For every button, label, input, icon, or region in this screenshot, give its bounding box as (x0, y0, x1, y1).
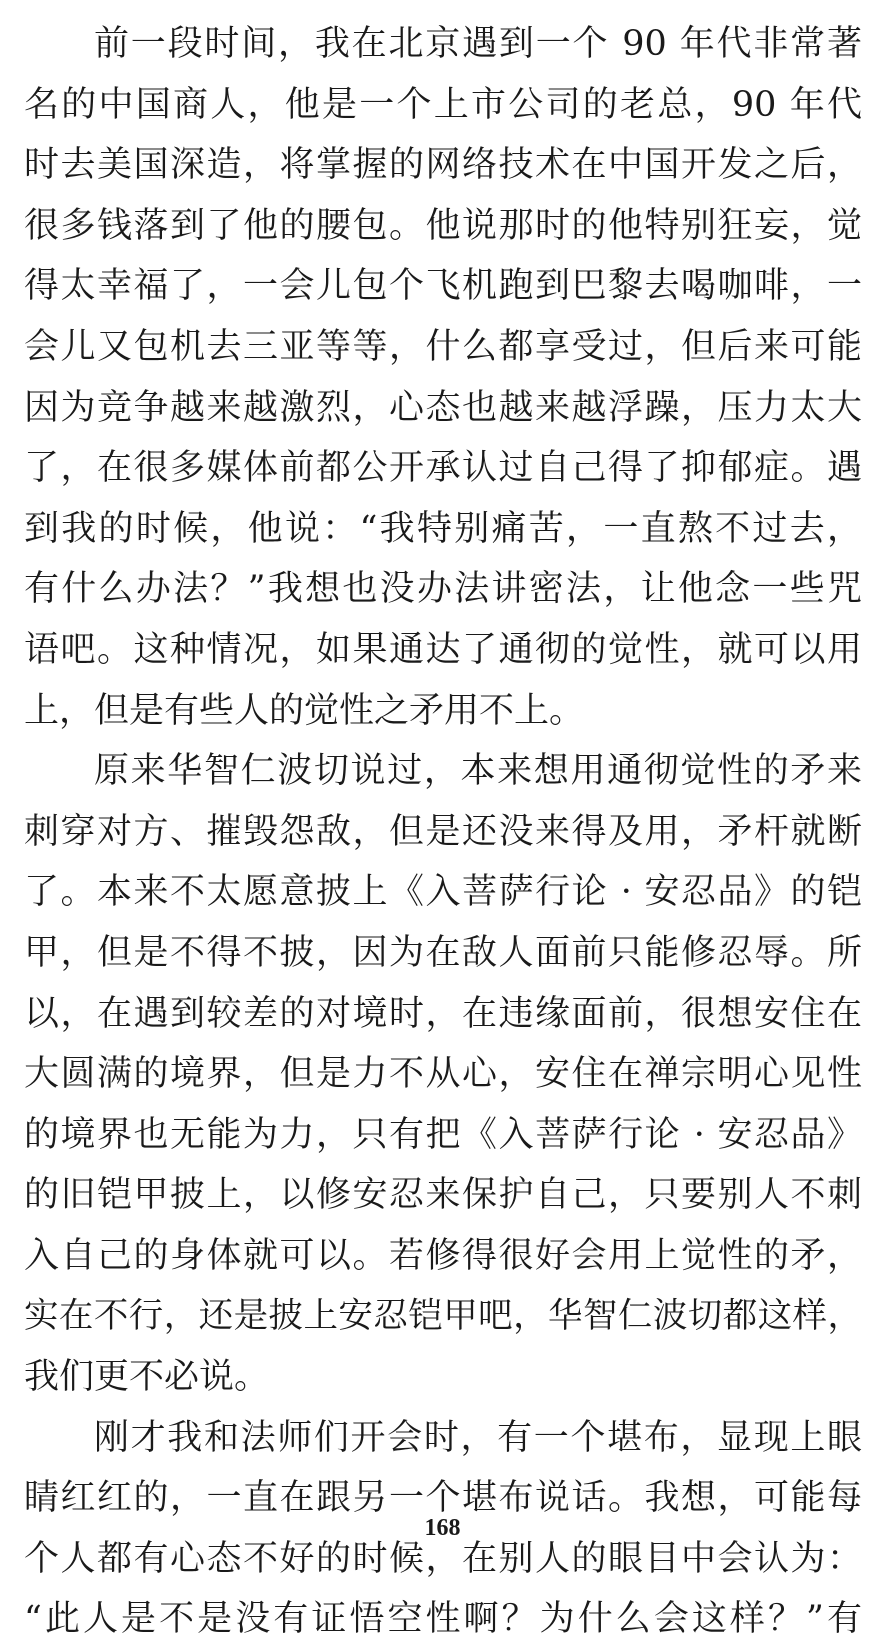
document-page (24, 14, 862, 1650)
text-line: 名的中国商人，他是一个上市公司的老总，90 年代 (24, 84, 862, 125)
text-line: 语吧。这种情况，如果通达了通彻的觉性，就可以用 (24, 629, 862, 670)
text-line: 以，在遇到较差的对境时，在违缘面前，很想安住在 (24, 993, 862, 1034)
text-line: 因为竞争越来越激烈，心态也越来越浮躁，压力太大 (24, 387, 862, 428)
text-line: 有什么办法？”我想也没办法讲密法，让他念一些咒 (24, 569, 862, 610)
page-number: 168 (424, 1515, 461, 1541)
text-line: 大圆满的境界，但是力不从心，安住在禅宗明心见性 (24, 1054, 862, 1095)
text-line: 得太幸福了，一会儿包个飞机跑到巴黎去喝咖啡，一 (24, 266, 862, 307)
text-line: 会儿又包机去三亚等等，什么都享受过，但后来可能 (24, 326, 862, 367)
text-line: 了，在很多媒体前都公开承认过自己得了抑郁症。遇 (24, 448, 862, 489)
text-line: 实在不行，还是披上安忍铠甲吧，华智仁波切都这样， (24, 1296, 862, 1337)
text-line: 前一段时间，我在北京遇到一个 90 年代非常著 (94, 24, 862, 64)
paragraph-2 (24, 741, 862, 1408)
text-line: 的旧铠甲披上，以修安忍来保护自己，只要别人不刺 (24, 1175, 862, 1216)
text-line: 睛红红的，一直在跟另一个堪布说话。我想，可能每 (24, 1478, 862, 1519)
text-line: 的境界也无能为力，只有把《入菩萨行论 · 安忍品》 (24, 1114, 862, 1155)
text-line: 上，但是有些人的觉性之矛用不上。 (24, 690, 585, 731)
text-line: “此人是不是没有证悟空性啊？为什么会这样？”有 (24, 1599, 862, 1640)
paragraph-1 (24, 14, 862, 741)
text-line: 原来华智仁波切说过，本来想用通彻觉性的矛来 (94, 751, 862, 792)
text-line: 时去美国深造，将掌握的网络技术在中国开发之后， (24, 145, 862, 186)
text-line: 了。本来不太愿意披上《入菩萨行论 · 安忍品》的铠 (24, 872, 862, 913)
text-line: 刺穿对方、摧毁怨敌，但是还没来得及用，矛杆就断 (24, 811, 862, 852)
text-line: 甲，但是不得不披，因为在敌人面前只能修忍辱。所 (24, 932, 862, 973)
text-line: 刚才我和法师们开会时，有一个堪布，显现上眼 (94, 1417, 862, 1458)
text-line: 我们更不必说。 (24, 1357, 270, 1398)
text-line: 到我的时候，他说：“我特别痛苦，一直熬不过去， (24, 508, 862, 549)
text-line: 入自己的身体就可以。若修得很好会用上觉性的矛， (24, 1235, 862, 1276)
text-line: 很多钱落到了他的腰包。他说那时的他特别狂妄，觉 (24, 205, 862, 246)
text-line: 个人都有心态不好的时候，在别人的眼目中会认为： (24, 1538, 862, 1579)
